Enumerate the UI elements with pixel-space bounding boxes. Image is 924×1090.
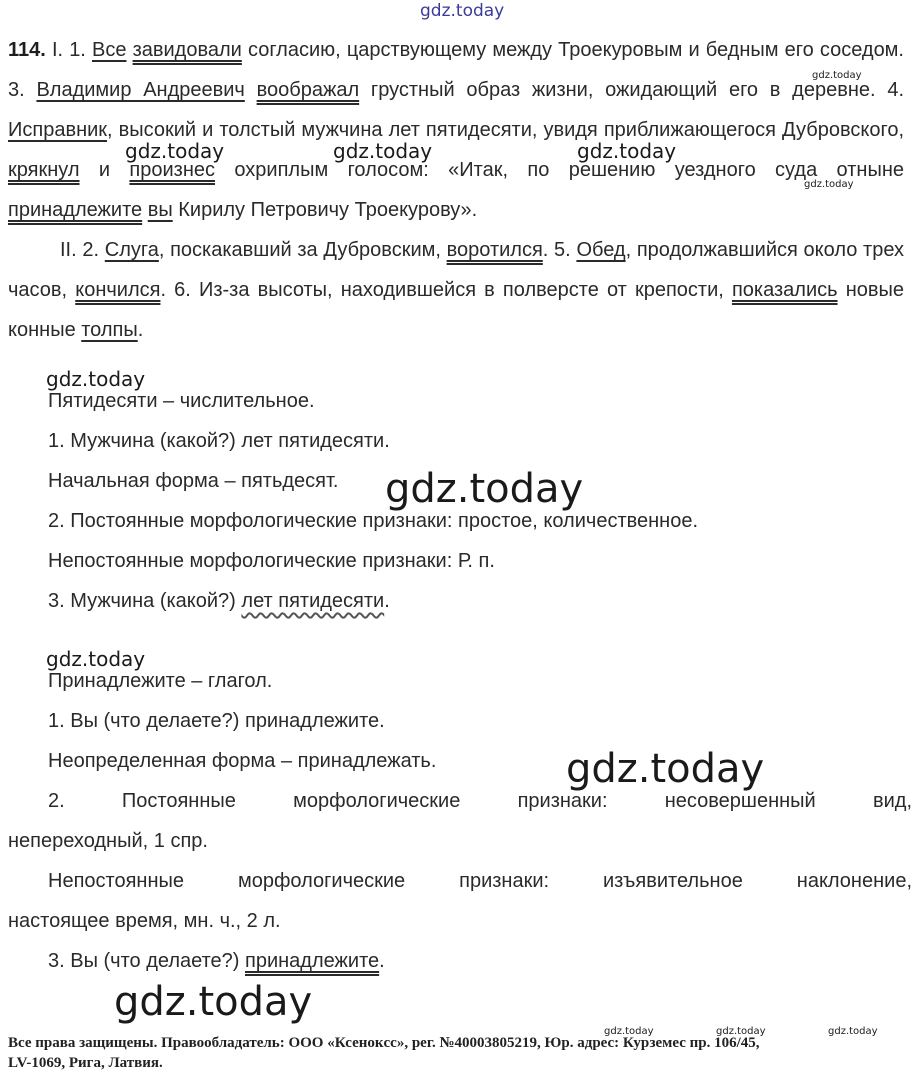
analysis-constant-features-cont: непереходный, 1 спр.	[8, 830, 208, 852]
text-segment: согласию, царствующему между Троекуровым и бедным его соседом. 3.	[8, 39, 904, 101]
analysis-variable-features-cont: настоящее время, мн. ч., 2 л.	[8, 910, 281, 932]
watermark-small: gdz.today	[604, 1026, 654, 1037]
watermark-medium: gdz.today	[577, 139, 677, 163]
watermark-large: gdz.today	[114, 979, 313, 1025]
analysis-syntactic-role	[8, 581, 912, 621]
watermark-small: gdz.today	[828, 1026, 878, 1037]
text-segment: , продолжавшийся около трех часов,	[8, 239, 904, 301]
watermark-small: gdz.today	[804, 179, 854, 190]
watermark-top: gdz.today	[420, 1, 505, 21]
analysis-title: Принадлежите – глагол.	[48, 670, 273, 692]
watermark-small: gdz.today	[812, 70, 862, 81]
text-segment: , высокий и толстый мужчина лет пятидесяти, увидя приближающегося Дубровского,	[107, 119, 904, 141]
analysis-syntactic-role	[8, 941, 912, 981]
underlined-word: произнес	[129, 159, 216, 181]
underlined-word: воображал	[256, 79, 360, 101]
underlined-word: вы	[147, 199, 173, 221]
watermark-medium: gdz.today	[333, 139, 433, 163]
text-segment: . 6. Из-за высоты, находившейся в полверсте от крепости,	[160, 279, 732, 301]
role-word: лет пятидесяти	[241, 590, 385, 612]
footer-line-1: Все права защищены. Правообладатель: ООО «Ксенокcс», рег. №40003805219, Юр. адрес: Курземес пр. 106/45,	[8, 1035, 760, 1051]
text-segment: .	[137, 319, 144, 341]
underlined-word: толпы	[81, 319, 138, 341]
text-segment: I. 1.	[45, 39, 92, 61]
underlined-word: кончился	[75, 279, 161, 301]
watermark-large: gdz.today	[385, 466, 584, 512]
underlined-word: завидовали	[132, 39, 242, 61]
exercise-number: 114.	[8, 39, 46, 61]
exercise-part-1	[8, 30, 904, 230]
exercise-text	[8, 30, 904, 350]
underlined-word: Исправник	[8, 119, 108, 141]
watermark-large: gdz.today	[566, 746, 765, 792]
underlined-word: крякнул	[8, 159, 80, 181]
underlined-word: Владимир Андреевич	[36, 79, 245, 101]
underlined-word: Все	[92, 39, 127, 61]
watermark-small: gdz.today	[716, 1026, 766, 1037]
text-segment: , поскакавший за Дубровским,	[158, 239, 447, 261]
watermark-medium: gdz.today	[46, 647, 146, 671]
role-prefix: 3. Вы (что делаете?)	[48, 950, 245, 972]
underlined-word: принадлежите	[8, 199, 143, 221]
underlined-word: Обед	[576, 239, 626, 261]
analysis-variable-features: Непостоянные морфологические признаки: изъявительное наклонение,	[48, 870, 912, 892]
text-segment: II. 2.	[60, 239, 105, 261]
text-segment	[245, 79, 257, 101]
analysis-title: Пятидесяти – числительное.	[48, 390, 315, 412]
underlined-word: воротился	[446, 239, 543, 261]
analysis-constant-features: 2. Постоянные морфологические признаки: простое, количественное.	[48, 510, 699, 532]
analysis-initial-form: Неопределенная форма – принадлежать.	[48, 750, 437, 772]
role-suffix: .	[384, 590, 390, 612]
role-prefix: 3. Мужчина (какой?)	[48, 590, 242, 612]
analysis-question: 1. Вы (что делаете?) принадлежите.	[48, 710, 385, 732]
underlined-word: показались	[731, 279, 838, 301]
analysis-constant-features: 2. Постоянные морфологические признаки: несовершенный вид,	[48, 790, 912, 812]
text-segment: новые конные	[8, 279, 904, 341]
text-segment: Кирилу Петровичу Троекурову».	[172, 199, 478, 221]
text-segment: и	[79, 159, 130, 181]
analysis-variable-features: Непостоянные морфологические признаки: Р. п.	[48, 550, 495, 572]
role-word: принадлежите	[244, 950, 380, 972]
footer-line-2: LV-1069, Рига, Латвия.	[8, 1055, 163, 1071]
analysis-numeral	[8, 381, 912, 621]
watermark-medium: gdz.today	[125, 139, 225, 163]
text-segment: охриплым голосом: «Итак, по решению уездного суда отныне	[215, 159, 904, 181]
analysis-verb	[8, 661, 912, 981]
copyright-footer	[8, 1033, 908, 1073]
role-suffix: .	[379, 950, 385, 972]
analysis-initial-form: Начальная форма – пятьдесят.	[48, 470, 339, 492]
exercise-part-2	[8, 230, 904, 350]
watermark-medium: gdz.today	[46, 367, 146, 391]
underlined-word: Слуга	[104, 239, 159, 261]
analysis-question: 1. Мужчина (какой?) лет пятидесяти.	[48, 430, 390, 452]
text-segment: грустный образ жизни, ожидающий его в деревне. 4.	[359, 79, 904, 101]
text-segment: . 5.	[542, 239, 577, 261]
